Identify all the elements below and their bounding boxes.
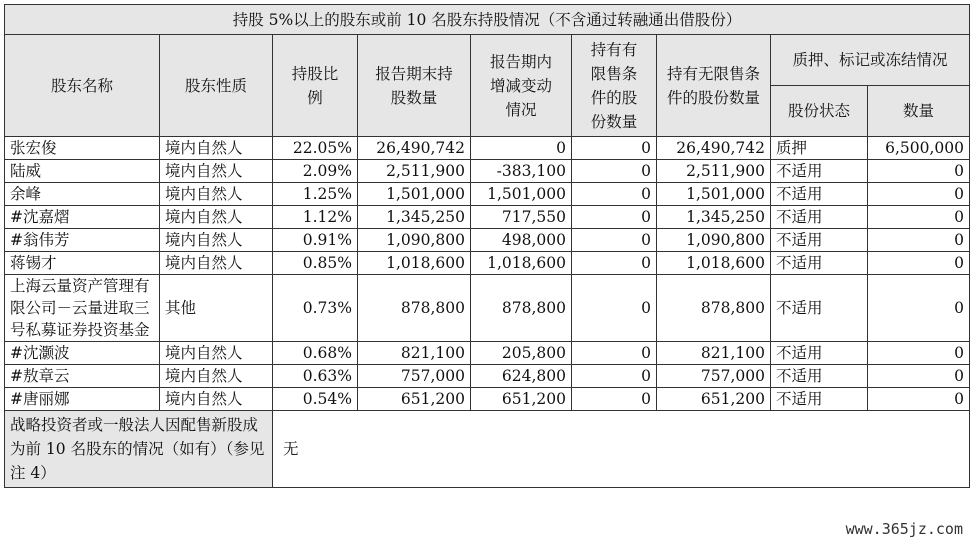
cell-name: 蒋锡才 (5, 252, 160, 275)
cell-name: 陆威 (5, 160, 160, 183)
cell-change: -383,100 (471, 160, 572, 183)
footer-label: 战略投资者或一般法人因配售新股成为前 10 名股东的情况（如有）（参见注 4） (5, 411, 273, 488)
header-shares-end: 报告期末持股数量 (358, 35, 471, 137)
cell-ratio: 1.25% (273, 183, 358, 206)
cell-qty: 0 (868, 342, 970, 365)
cell-nature: 境内自然人 (160, 206, 273, 229)
table-row (5, 388, 970, 411)
table-row (5, 342, 970, 365)
cell-restricted: 0 (572, 342, 657, 365)
cell-unrestricted: 1,501,000 (657, 183, 771, 206)
cell-ratio: 2.09% (273, 160, 358, 183)
cell-name: 余峰 (5, 183, 160, 206)
cell-qty: 0 (868, 160, 970, 183)
cell-unrestricted: 651,200 (657, 388, 771, 411)
cell-shares-end: 1,090,800 (358, 229, 471, 252)
cell-ratio: 22.05% (273, 137, 358, 160)
cell-restricted: 0 (572, 137, 657, 160)
cell-qty: 0 (868, 365, 970, 388)
cell-change: 1,018,600 (471, 252, 572, 275)
cell-shares-end: 878,800 (358, 275, 471, 342)
cell-status: 不适用 (771, 229, 868, 252)
cell-restricted: 0 (572, 206, 657, 229)
table-row (5, 252, 970, 275)
header-pledge-group: 质押、标记或冻结情况 (771, 35, 970, 86)
cell-unrestricted: 878,800 (657, 275, 771, 342)
table-title: 持股 5%以上的股东或前 10 名股东持股情况（不含通过转融通出借股份） (5, 5, 970, 35)
footer-value: 无 (273, 411, 970, 488)
table-row (5, 160, 970, 183)
cell-name: 张宏俊 (5, 137, 160, 160)
cell-qty: 0 (868, 229, 970, 252)
cell-unrestricted: 26,490,742 (657, 137, 771, 160)
cell-nature: 境内自然人 (160, 365, 273, 388)
cell-ratio: 1.12% (273, 206, 358, 229)
header-nature: 股东性质 (160, 35, 273, 137)
cell-restricted: 0 (572, 229, 657, 252)
cell-qty: 0 (868, 275, 970, 342)
cell-restricted: 0 (572, 252, 657, 275)
cell-change: 0 (471, 137, 572, 160)
cell-nature: 境内自然人 (160, 342, 273, 365)
cell-qty: 0 (868, 388, 970, 411)
cell-nature: 其他 (160, 275, 273, 342)
cell-nature: 境内自然人 (160, 229, 273, 252)
cell-shares-end: 26,490,742 (358, 137, 471, 160)
table-row (5, 206, 970, 229)
header-change: 报告期内增减变动情况 (471, 35, 572, 137)
cell-nature: 境内自然人 (160, 160, 273, 183)
cell-nature: 境内自然人 (160, 137, 273, 160)
cell-change: 651,200 (471, 388, 572, 411)
cell-ratio: 0.68% (273, 342, 358, 365)
cell-restricted: 0 (572, 160, 657, 183)
cell-shares-end: 1,018,600 (358, 252, 471, 275)
cell-unrestricted: 757,000 (657, 365, 771, 388)
cell-change: 1,501,000 (471, 183, 572, 206)
cell-shares-end: 757,000 (358, 365, 471, 388)
cell-shares-end: 1,345,250 (358, 206, 471, 229)
cell-qty: 0 (868, 183, 970, 206)
cell-restricted: 0 (572, 365, 657, 388)
cell-qty: 0 (868, 252, 970, 275)
cell-shares-end: 821,100 (358, 342, 471, 365)
cell-ratio: 0.54% (273, 388, 358, 411)
cell-unrestricted: 1,018,600 (657, 252, 771, 275)
cell-ratio: 0.85% (273, 252, 358, 275)
cell-shares-end: 651,200 (358, 388, 471, 411)
cell-restricted: 0 (572, 388, 657, 411)
header-pledge-qty: 数量 (868, 86, 970, 137)
cell-name: #翁伟芳 (5, 229, 160, 252)
cell-status: 不适用 (771, 183, 868, 206)
cell-status: 不适用 (771, 160, 868, 183)
cell-status: 不适用 (771, 275, 868, 342)
table-row (5, 229, 970, 252)
cell-status: 不适用 (771, 252, 868, 275)
cell-unrestricted: 2,511,900 (657, 160, 771, 183)
cell-status: 不适用 (771, 388, 868, 411)
watermark: www.365jz.com (845, 520, 963, 538)
header-restricted: 持有有限售条件的股份数量 (572, 35, 657, 137)
cell-qty: 0 (868, 206, 970, 229)
cell-change: 717,550 (471, 206, 572, 229)
cell-status: 不适用 (771, 365, 868, 388)
cell-nature: 境内自然人 (160, 183, 273, 206)
cell-unrestricted: 821,100 (657, 342, 771, 365)
cell-name: #沈嘉熠 (5, 206, 160, 229)
cell-unrestricted: 1,090,800 (657, 229, 771, 252)
header-name: 股东名称 (5, 35, 160, 137)
table-row (5, 365, 970, 388)
footer-row (5, 411, 970, 488)
cell-shares-end: 2,511,900 (358, 160, 471, 183)
cell-change: 624,800 (471, 365, 572, 388)
cell-nature: 境内自然人 (160, 388, 273, 411)
shareholder-table (4, 4, 970, 488)
cell-status: 不适用 (771, 342, 868, 365)
cell-status: 不适用 (771, 206, 868, 229)
header-unrestricted: 持有无限售条件的股份数量 (657, 35, 771, 137)
table-row (5, 275, 970, 342)
table-row (5, 183, 970, 206)
table-row (5, 137, 970, 160)
header-pledge-status: 股份状态 (771, 86, 868, 137)
header-ratio: 持股比例 (273, 35, 358, 137)
cell-nature: 境内自然人 (160, 252, 273, 275)
cell-ratio: 0.73% (273, 275, 358, 342)
cell-unrestricted: 1,345,250 (657, 206, 771, 229)
cell-ratio: 0.63% (273, 365, 358, 388)
cell-change: 498,000 (471, 229, 572, 252)
cell-restricted: 0 (572, 183, 657, 206)
cell-change: 205,800 (471, 342, 572, 365)
cell-name: #沈灏波 (5, 342, 160, 365)
cell-name: #敖章云 (5, 365, 160, 388)
cell-qty: 6,500,000 (868, 137, 970, 160)
cell-name: 上海云量资产管理有限公司－云量进取三号私募证券投资基金 (5, 275, 160, 342)
cell-status: 质押 (771, 137, 868, 160)
cell-shares-end: 1,501,000 (358, 183, 471, 206)
cell-name: #唐丽娜 (5, 388, 160, 411)
cell-change: 878,800 (471, 275, 572, 342)
cell-ratio: 0.91% (273, 229, 358, 252)
cell-restricted: 0 (572, 275, 657, 342)
